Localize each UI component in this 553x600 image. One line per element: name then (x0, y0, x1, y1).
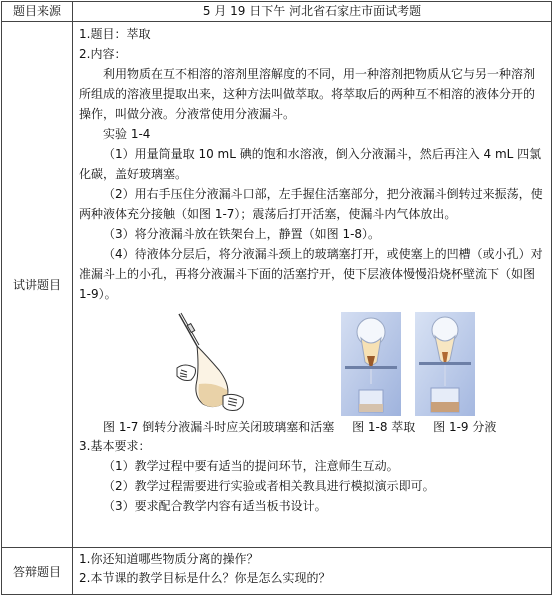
step-4: （4）待液体分层后，将分液漏斗颈上的玻璃塞打开，或使塞上的凹槽（或小孔）对准漏斗上的小孔，再将分液漏斗下面的活塞拧开，使下层液体慢慢沿烧杯壁流下（如图 1-9）。 (79, 247, 543, 301)
requirement-3: （3）要求配合教学内容有适当板书设计。 (103, 499, 327, 513)
lecture-topic-row (2, 22, 552, 548)
figure-1-9-photo (415, 312, 475, 416)
experiment-title: 实验 1-4 (103, 127, 151, 141)
requirement-1: （1）教学过程中要有适当的提问环节，注意师生互动。 (103, 459, 399, 473)
caption-fig-1-7: 图 1-7 倒转分液漏斗时应关闭玻璃塞和活塞 (103, 420, 335, 434)
lecture-topic-label: 试讲题目 (2, 22, 73, 548)
defense-question-content (73, 548, 552, 595)
header-row (2, 2, 552, 22)
question-2: 2.本节课的教学目标是什么？你是怎么实现的？ (79, 571, 331, 585)
requirements-title: 3.基本要求： (79, 439, 151, 453)
header-source-label: 题目来源 (2, 2, 73, 22)
caption-fig-1-9: 图 1-9 分液 (433, 420, 497, 434)
step-2: （2）用右手压住分液漏斗口部，左手握住活塞部分，把分液漏斗倒转过来振荡，使两种液体充分接触（如图 1-7）；震荡后打开活塞，使漏斗内气体放出。 (79, 187, 543, 221)
figure-captions (79, 418, 545, 436)
defense-question-row (2, 548, 552, 595)
content-paragraph: 利用物质在互不相溶的溶剂里溶解度的不同，用一种溶剂把物质从它与另一种溶剂所组成的溶液里提取出来，这种方法叫做萃取。将萃取后的两种互不相溶的液体分开的操作，叫做分液。分液常使用分液漏斗。 (79, 67, 536, 121)
step-1: （1）用量筒量取 10 mL 碘的饱和水溶液，倒入分液漏斗，然后再注入 4 mL 四氯化碳，盖好玻璃塞。 (79, 147, 542, 181)
lecture-topic-content (73, 22, 552, 548)
content-heading: 2.内容： (79, 47, 127, 61)
exam-sheet-table (1, 1, 552, 595)
figure-1-7-drawing (167, 310, 257, 416)
defense-question-label: 答辩题目 (2, 548, 73, 595)
header-source-value: 5 月 19 日下午 河北省石家庄市面试考题 (73, 2, 552, 22)
figure-1-8-photo (341, 312, 401, 416)
requirement-2: （2）教学过程需要进行实验或者相关教具进行模拟演示即可。 (103, 479, 435, 493)
question-1: 1.你还知道哪些物质分离的操作？ (79, 552, 259, 566)
topic-title: 1.题目：萃取 (79, 27, 151, 41)
step-3: （3）将分液漏斗放在铁架台上，静置（如图 1-8）。 (103, 227, 381, 241)
figures-area (79, 310, 545, 418)
caption-fig-1-8: 图 1-8 萃取 (352, 420, 416, 434)
